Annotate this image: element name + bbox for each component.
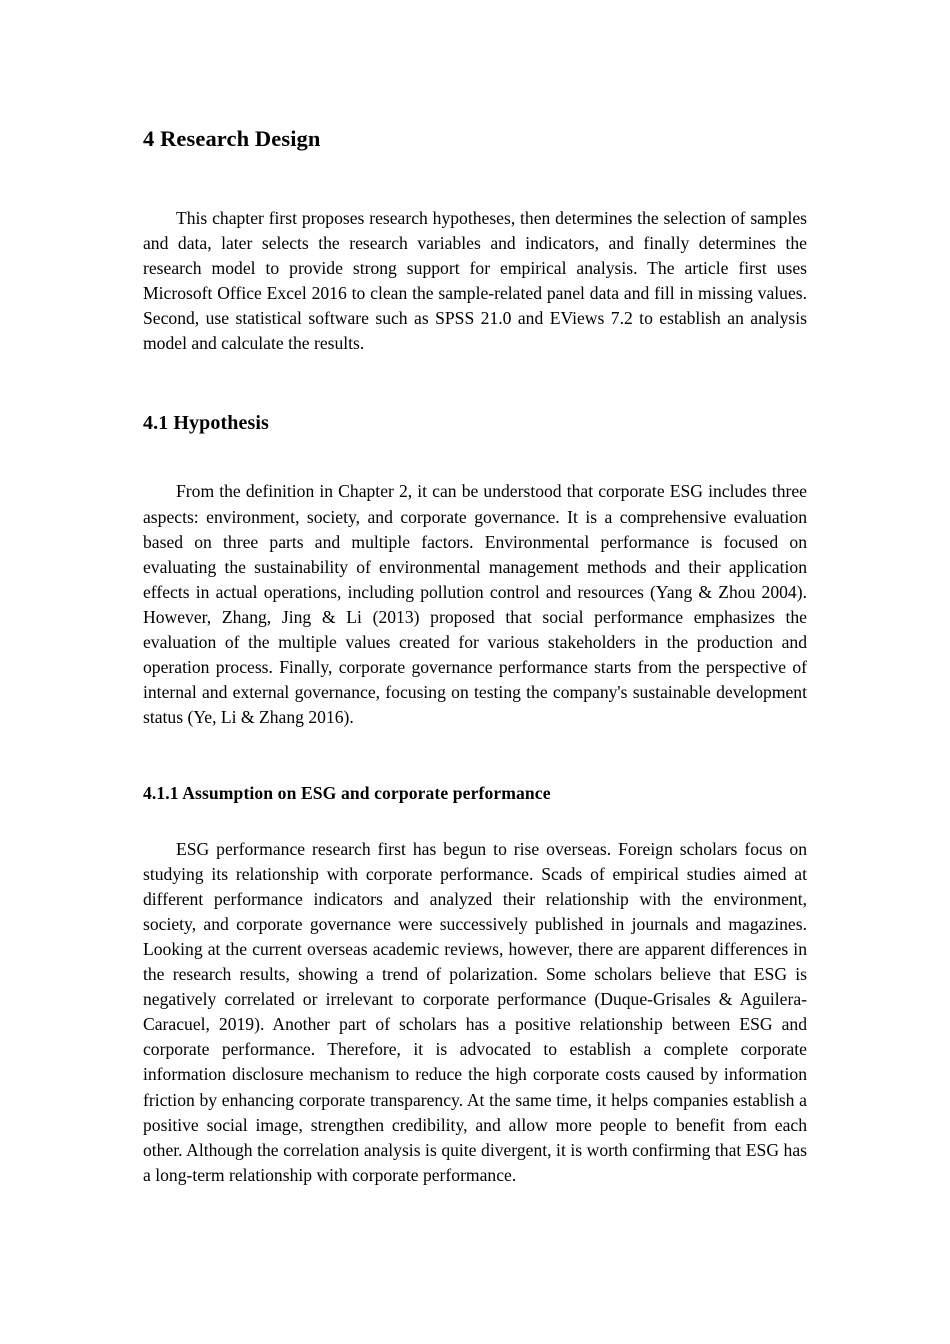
hypothesis-paragraph: From the definition in Chapter 2, it can be understood that corporate ESG includes three aspects: environment, society, and corporate governance. It is a comprehensive evaluation based on three parts and multiple factors. Environmental performance is focused on evaluating the sustainability of environmental management methods and their application effects in actual operations, including pollution control and resources (Yang & Zhou 2004). However, Zhang, Jing & Li (2013) proposed that social performance emphasizes the evaluation of the multiple values created for various stakeholders in the production and operation process. Finally, corporate governance performance starts from the perspective of internal and external governance, focusing on testing the company's sustainable development status (Ye, Li & Zhang 2016). — [143, 481, 807, 728]
page-title: 4 Research Design — [143, 126, 321, 151]
subsection-heading-assumption-esg: 4.1.1 Assumption on ESG and corporate performance — [143, 783, 551, 804]
page-content-column — [143, 0, 807, 1188]
intro-paragraph: This chapter first proposes research hypotheses, then determines the selection of samples and data, later selects the research variables and indicators, and finally determines the research model to provide strong support for empirical analysis. The article first uses Microsoft Office Excel 2016 to clean the sample-related panel data and fill in missing values. Second, use statistical software such as SPSS 21.0 and EViews 7.2 to establish an analysis model and calculate the results. — [143, 207, 807, 354]
assumption-esg-paragraph: ESG performance research first has begun to rise overseas. Foreign scholars focus on studying its relationship with corporate performance. Scads of empirical studies aimed at different performance indicators and analyzed their relationship with the environment, society, and corporate governance were successively published in journals and magazines. Looking at the current overseas academic reviews, however, there are apparent differences in the research results, showing a trend of polarization. Some scholars believe that ESG is negatively correlated or irrelevant to corporate performance (Duque-Grisales & Aguilera-Caracuel, 2019). Another part of scholars has a positive relationship between ESG and corporate performance. Therefore, it is advocated to establish a complete corporate information disclosure mechanism to reduce the high corporate costs caused by information friction by enhancing corporate transparency. At the same time, it helps companies establish a positive social image, strengthen credibility, and allow more people to benefit from each other. Although the correlation analysis is quite divergent, it is worth confirming that ESG has a long-term relationship with corporate performance. — [143, 838, 807, 1185]
section-heading-hypothesis: 4.1 Hypothesis — [143, 412, 269, 435]
